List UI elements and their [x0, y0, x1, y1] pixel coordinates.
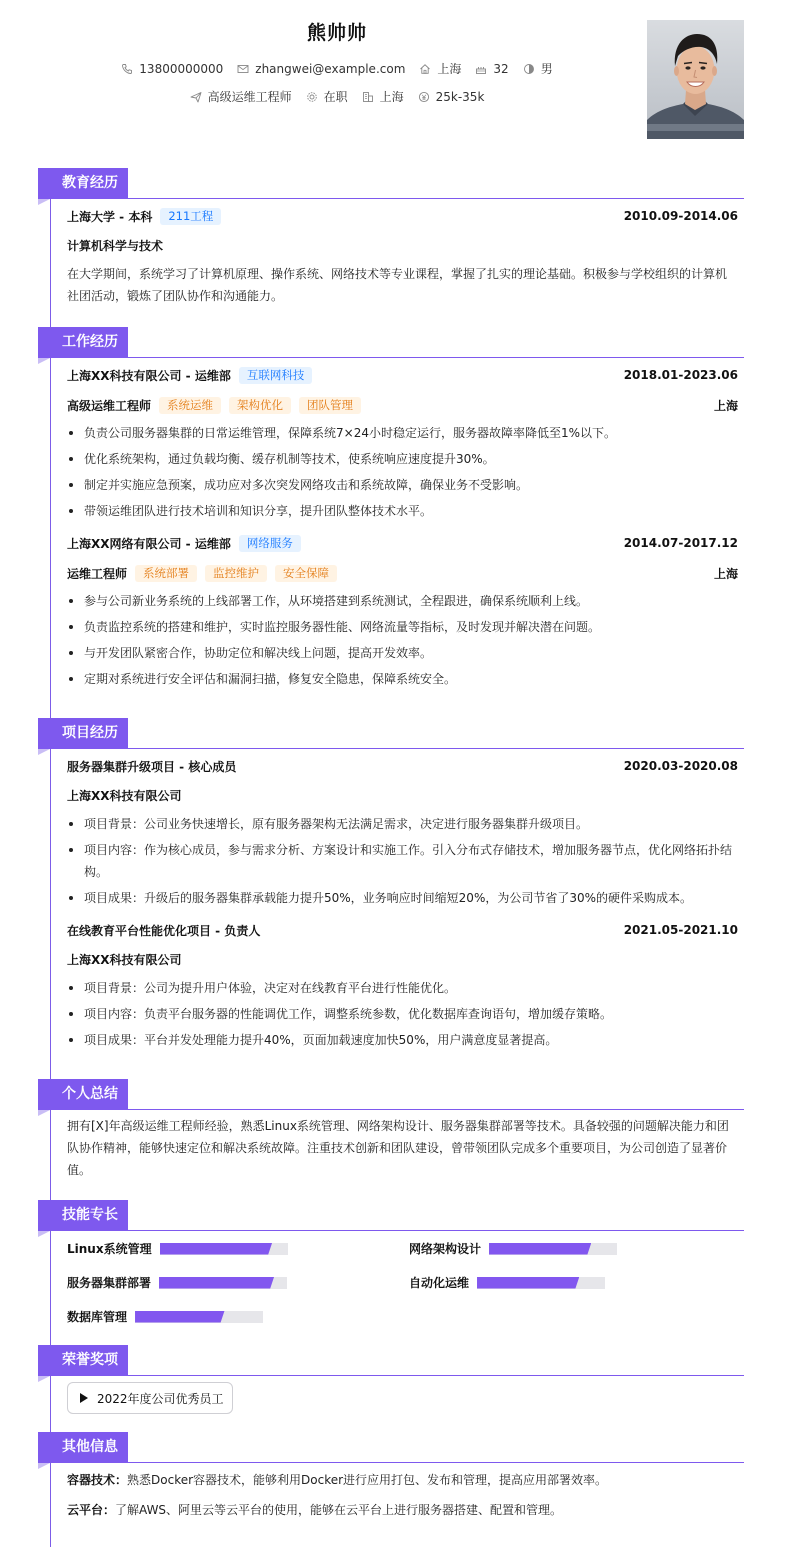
list-item: 负责公司服务器集群的日常运维管理，保障系统7×24小时稳定运行，服务器故障率降低至1%以下。: [67, 422, 738, 444]
other-item: [67, 1499, 738, 1521]
age-item: [475, 62, 508, 76]
phone-item: [121, 62, 223, 76]
section-notch: [38, 1376, 50, 1382]
email-item: [237, 62, 405, 76]
work-industry-tag: 互联网科技: [239, 367, 313, 384]
work-city: 上海: [713, 398, 738, 413]
section-skills: [38, 1200, 744, 1231]
section-rule: [38, 748, 744, 749]
age-icon: [475, 63, 487, 75]
skill-bar-fill: [489, 1243, 591, 1255]
work-skill-tag: 系统部署: [135, 565, 197, 582]
list-item: 参与公司新业务系统的上线部署工作，从环境搭建到系统测试，全程跟进，确保系统顺利上线。: [67, 590, 738, 612]
section-title-other: 其他信息: [38, 1432, 128, 1462]
list-item: 项目成果：平台并发处理能力提升40%，页面加载速度加快50%，用户满意度显著提高。: [67, 1029, 738, 1051]
project-name: 服务器集群升级项目 - 核心成员: [67, 759, 237, 774]
work-city: 上海: [713, 566, 738, 581]
work-title: 高级运维工程师: [67, 398, 152, 413]
section-rule: [38, 1230, 744, 1231]
position-item: [190, 88, 292, 105]
section-honors: [38, 1345, 744, 1376]
summary-text: 拥有[X]年高级运维工程师经验，熟悉Linux系统管理、网络架构设计、服务器集群部署等技术。具备较强的问题解决能力和团队协作精神，能够快速定位和解决系统故障。注重技术创新和团队建设，曾带领团队完成多个重要项目，为公司创造了显著价值。: [67, 1119, 729, 1177]
edu-date: 2010.09-2014.06: [623, 209, 738, 223]
age-text: 32: [493, 61, 509, 76]
skill-name: 数据库管理: [67, 1310, 128, 1324]
skill-item: [67, 1308, 263, 1325]
other-label: 云平台：: [67, 1503, 116, 1517]
resume-name: 熊帅帅: [306, 22, 367, 44]
project-date: 2020.03-2020.08: [623, 759, 738, 773]
project-company: 上海XX科技有限公司: [67, 789, 182, 803]
section-notch: [38, 749, 50, 755]
section-notch: [38, 358, 50, 364]
status-item: [306, 88, 348, 105]
project-name: 在线教育平台性能优化项目 - 负责人: [67, 923, 261, 938]
project-bullets: [67, 977, 738, 1051]
phone-text: 13800000000: [139, 61, 224, 76]
city-item: [362, 88, 404, 105]
list-item: 项目内容：作为核心成员，参与需求分析、方案设计和实施工作。引入分布式存储技术，增加服务器节点，优化网络拓扑结构。: [67, 839, 738, 883]
mail-icon: [237, 63, 249, 75]
section-title-education: 教育经历: [38, 168, 128, 198]
gender-text: 男: [540, 62, 553, 76]
project-entry: [67, 921, 738, 1051]
work-date: 2018.01-2023.06: [623, 368, 738, 382]
skill-bar-fill: [135, 1311, 225, 1323]
work-title: 运维工程师: [67, 566, 128, 581]
work-company: 上海XX科技有限公司 - 运维部: [67, 368, 231, 383]
project-entry: [67, 757, 738, 909]
position-icon: [190, 91, 202, 103]
section-rule: [38, 1375, 744, 1376]
skill-bar: [135, 1311, 263, 1323]
list-item: 项目内容：负责平台服务器的性能调优工作，调整系统参数，优化数据库查询语句，增加缓存策略。: [67, 1003, 738, 1025]
other-text: 熟悉Docker容器技术，能够利用Docker进行应用打包、发布和管理，提高应用部署效率。: [127, 1473, 608, 1487]
salary-text: 25k-35k: [435, 89, 485, 104]
job-intent-row: [0, 88, 674, 105]
section-title-honors: 荣誉奖项: [38, 1345, 128, 1375]
skill-bar-fill: [477, 1277, 579, 1289]
skill-name: Linux系统管理: [67, 1242, 152, 1256]
list-item: 定期对系统进行安全评估和漏洞扫描，修复安全隐患，保障系统安全。: [67, 668, 738, 690]
skill-item: [67, 1274, 287, 1291]
city-text: 上海: [379, 90, 404, 104]
skill-item: [409, 1274, 605, 1291]
work-bullets: [67, 590, 738, 690]
project-bullets: [67, 813, 738, 909]
salary-icon: [418, 91, 430, 103]
skill-name: 服务器集群部署: [67, 1276, 152, 1290]
gender-icon: [523, 63, 535, 75]
position-text: 高级运维工程师: [207, 90, 292, 104]
section-rule: [38, 198, 744, 199]
skill-bar-fill: [159, 1277, 274, 1289]
gender-item: [523, 60, 553, 77]
work-entry: [67, 534, 738, 690]
section-other: [38, 1432, 744, 1463]
skill-item: [67, 1240, 288, 1257]
education-entry: [67, 207, 738, 307]
project-date: 2021.05-2021.10: [623, 923, 738, 937]
phone-icon: [121, 63, 133, 75]
work-date: 2014.07-2017.12: [623, 536, 738, 550]
edu-major: 计算机科学与技术: [67, 239, 164, 253]
skill-item: [409, 1240, 617, 1257]
section-education: [38, 168, 744, 199]
section-summary: [38, 1079, 744, 1110]
work-entry: [67, 366, 738, 522]
contact-row: [0, 60, 674, 77]
other-text: 了解AWS、阿里云等云平台的使用，能够在云平台上进行服务器搭建、配置和管理。: [115, 1503, 563, 1517]
section-rule: [38, 357, 744, 358]
section-projects: [38, 718, 744, 749]
status-icon: [306, 91, 318, 103]
work-bullets: [67, 422, 738, 522]
list-item: 项目背景：公司业务快速增长，原有服务器架构无法满足需求，决定进行服务器集群升级项目。: [67, 813, 738, 835]
skill-name: 自动化运维: [409, 1276, 470, 1290]
play-triangle-icon: [80, 1393, 88, 1403]
list-item: 制定并实施应急预案，成功应对多次突发网络攻击和系统故障，确保业务不受影响。: [67, 474, 738, 496]
work-skill-tag: 监控维护: [205, 565, 267, 582]
status-text: 在职: [323, 90, 348, 104]
edu-description: 在大学期间，系统学习了计算机原理、操作系统、网络技术等专业课程，掌握了扎实的理论基础。积极参与学校组织的计算机社团活动，锻炼了团队协作和沟通能力。: [67, 267, 728, 303]
skill-bar: [160, 1243, 288, 1255]
skill-bar: [489, 1243, 617, 1255]
skill-name: 网络架构设计: [409, 1242, 482, 1256]
section-notch: [38, 199, 50, 205]
section-notch: [38, 1463, 50, 1469]
section-title-summary: 个人总结: [38, 1079, 128, 1109]
city-icon: [362, 91, 374, 103]
email-text: zhangwei@example.com: [255, 61, 406, 76]
award-item[interactable]: [67, 1382, 233, 1414]
section-title-work: 工作经历: [38, 327, 128, 357]
skill-bar: [477, 1277, 605, 1289]
list-item: 带领运维团队进行技术培训和知识分享，提升团队整体技术水平。: [67, 500, 738, 522]
section-rule: [38, 1462, 744, 1463]
other-item: [67, 1469, 738, 1491]
work-skill-tag: 团队管理: [299, 397, 361, 414]
work-skill-tag: 安全保障: [275, 565, 337, 582]
location-icon: [419, 63, 431, 75]
profile-photo: [647, 20, 744, 139]
work-company: 上海XX网络有限公司 - 运维部: [67, 536, 231, 551]
list-item: 项目背景：公司为提升用户体验，决定对在线教育平台进行性能优化。: [67, 977, 738, 999]
list-item: 与开发团队紧密合作，协助定位和解决线上问题，提高开发效率。: [67, 642, 738, 664]
other-label: 容器技术：: [67, 1473, 128, 1487]
section-title-skills: 技能专长: [38, 1200, 128, 1230]
section-notch: [38, 1110, 50, 1116]
work-skill-tag: 系统运维: [159, 397, 221, 414]
list-item: 负责监控系统的搭建和维护，实时监控服务器性能、网络流量等指标，及时发现并解决潜在问题。: [67, 616, 738, 638]
award-text: 2022年度公司优秀员工: [97, 1391, 224, 1406]
edu-tag: 211工程: [160, 208, 221, 225]
edu-school: 上海大学 - 本科: [67, 209, 153, 224]
section-rule: [38, 1109, 744, 1110]
work-industry-tag: 网络服务: [239, 535, 301, 552]
list-item: 优化系统架构，通过负载均衡、缓存机制等技术，使系统响应速度提升30%。: [67, 448, 738, 470]
section-work: [38, 327, 744, 358]
salary-item: [418, 90, 485, 104]
work-skill-tag: 架构优化: [229, 397, 291, 414]
skill-bar: [159, 1277, 287, 1289]
list-item: 项目成果：升级后的服务器集群承载能力提升50%，业务响应时间缩短20%，为公司节省了30%的硬件采购成本。: [67, 887, 738, 909]
location-item: [419, 60, 461, 77]
location-text: 上海: [437, 62, 462, 76]
skill-bar-fill: [160, 1243, 273, 1255]
section-title-projects: 项目经历: [38, 718, 128, 748]
section-notch: [38, 1231, 50, 1237]
other-info: [67, 1469, 738, 1521]
project-company: 上海XX科技有限公司: [67, 953, 182, 967]
